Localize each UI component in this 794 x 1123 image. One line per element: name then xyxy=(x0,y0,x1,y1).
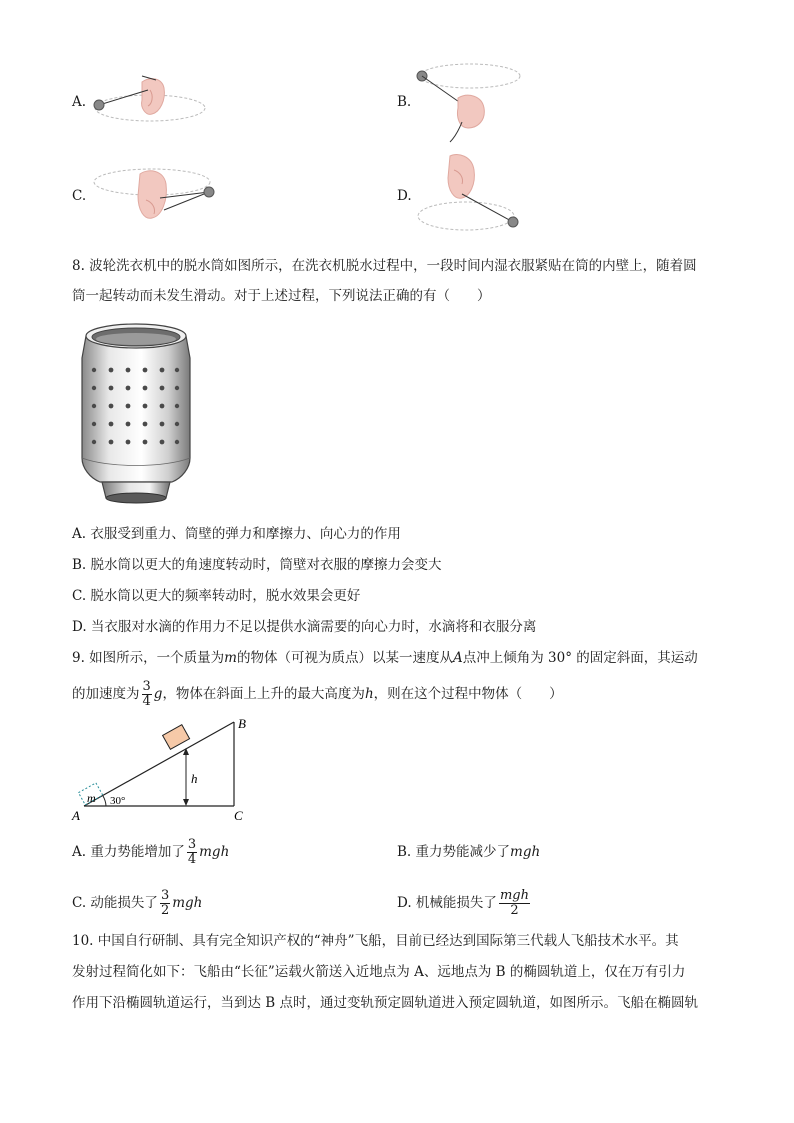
q7-option-a-figure xyxy=(90,70,210,130)
q7-option-c-label: C. xyxy=(72,188,87,204)
q9-stem-line-1: 9. 如图所示，一个质量为m的物体（可视为质点）以某一速度从A点冲上倾角为 30° 的固定斜面，其运动 xyxy=(72,650,698,666)
q9-accel-fraction: $\frac{3}{4}$ xyxy=(142,679,151,709)
label-m: m xyxy=(87,791,96,805)
block xyxy=(163,725,190,750)
label-B: B xyxy=(238,716,246,731)
label-h: h xyxy=(191,771,198,786)
q8-option-c: C. 脱水筒以更大的频率转动时，脱水效果会更好 xyxy=(72,588,361,604)
q8-stem-line-1: 8. 波轮洗衣机中的脱水筒如图所示，在洗衣机脱水过程中，一段时间内湿衣服紧贴在筒的内壁上，随着圆 xyxy=(72,258,697,274)
q9-option-d: D. 机械能损失了 $\frac{\text{mgh}}{2}$ xyxy=(397,888,529,918)
q7-option-d-label: D. xyxy=(397,188,412,204)
q8-option-a: A. 衣服受到重力、筒壁的弹力和摩擦力、向心力的作用 xyxy=(72,526,401,542)
q7-option-b-figure xyxy=(412,62,522,144)
label-angle: 30° xyxy=(110,795,126,807)
q7-option-c-figure xyxy=(90,160,220,226)
q9-option-c: C. 动能损失了 $\frac{3}{2}$ mgh xyxy=(72,888,203,918)
q9-option-b: B. 重力势能减少了mgh xyxy=(397,844,541,860)
label-C: C xyxy=(234,808,243,823)
q9-stem-line-2: 的加速度为 $\frac{3}{4}$ g，物体在斜面上上升的最大高度为h，则在这个过程中物体（ ） xyxy=(72,679,563,709)
q9-option-a: A. 重力势能增加了 $\frac{3}{4}$ mgh xyxy=(72,837,230,867)
q8-option-b: B. 脱水筒以更大的角速度转动时，筒壁对衣服的摩擦力会变大 xyxy=(72,557,442,573)
q8-stem-line-2: 筒一起转动而未发生滑动。对于上述过程，下列说法正确的有（ ） xyxy=(72,288,491,304)
q10-stem-line-1: 10. 中国自行研制、具有完全知识产权的“神舟”飞船，目前已经达到国际第三代载人飞船技术水平。其 xyxy=(72,933,679,949)
q8-option-d: D. 当衣服对水滴的作用力不足以提供水滴需要的向心力时，水滴将和衣服分离 xyxy=(72,619,537,635)
q7-option-a-label: A. xyxy=(72,94,87,110)
q10-stem-line-2: 发射过程简化如下：飞船由“长征”运载火箭送入近地点为 A、远地点为 B 的椭圆轨道上，仅在万有引力 xyxy=(72,964,686,980)
q10-stem-line-3: 作用下沿椭圆轨道运行，当到达 B 点时，通过变轨预定圆轨道进入预定圆轨道，如图所示。飞船在椭圆轨 xyxy=(72,995,699,1011)
q8-spin-drum-figure xyxy=(78,318,194,508)
incline-line xyxy=(84,722,234,806)
q7-option-d-figure xyxy=(412,150,527,240)
q7-option-b-label: B. xyxy=(397,94,412,110)
label-A: A xyxy=(72,808,80,823)
q9-incline-figure xyxy=(70,714,260,824)
